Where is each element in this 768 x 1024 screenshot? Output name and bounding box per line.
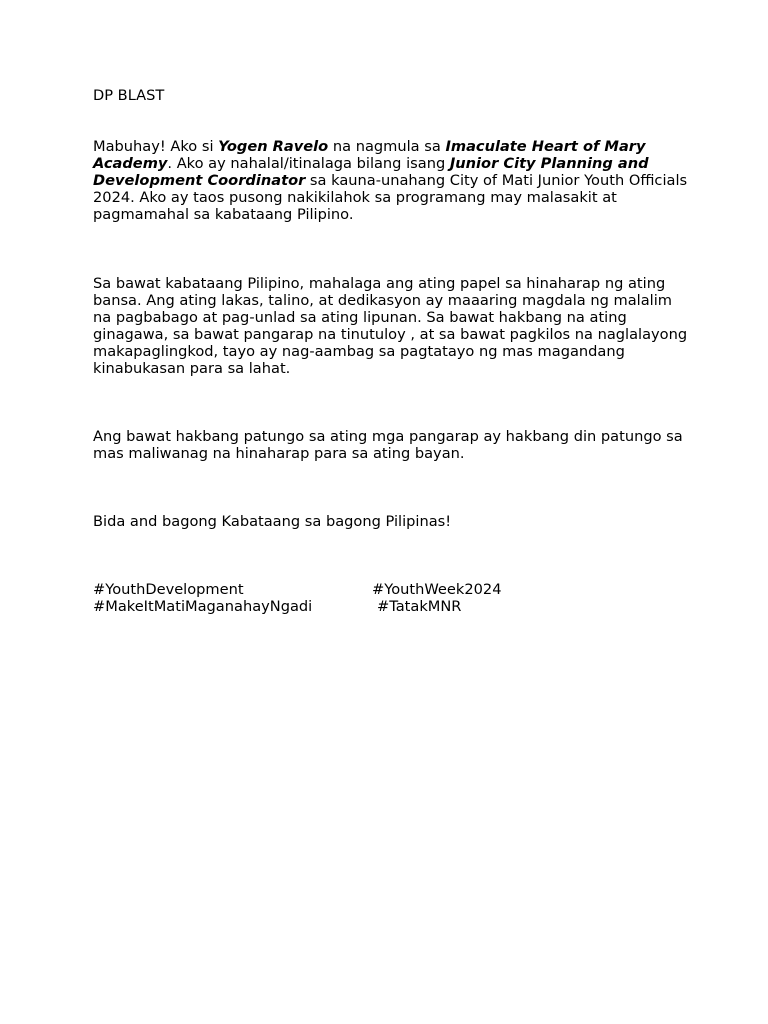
body-paragraph-3: Ang bawat hakbang patungo sa ating mga pangarap ay hakbang din patungo sa mas maliwanag na hinaharap para sa ating bayan. bbox=[93, 428, 683, 462]
hashtag-youth-development: #YouthDevelopment bbox=[93, 581, 244, 598]
hashtag-youth-week: #YouthWeek2024 bbox=[372, 581, 502, 598]
intro-text-1: Mabuhay! Ako si bbox=[93, 138, 219, 155]
intro-text-3: . Ako ay nahalal/itinalaga bilang isang bbox=[167, 155, 450, 172]
hashtag-make-it-mati: #MakeItMatiMaganahayNgadi bbox=[93, 598, 313, 615]
body-paragraph-2: Sa bawat kabataang Pilipino, mahalaga ang ating papel sa hinaharap ng ating bansa. Ang ating lakas, talino, at dedikasyon ay maaaring magdala ng malalim na pagbabago at pag-unlad sa ating lipunan. Sa bawat hakbang na ating ginagawa, sa bawat pangarap na tinutuloy , at sa bawat pagkilos na naglalayong makapaglingkod, tayo ay nag-aambag sa pagtatayo ng mas magandang kinabukasan para sa lahat. bbox=[93, 275, 688, 377]
intro-text-4: sa kauna-unahang City of Mati Junior Youth Officials 2024. Ako ay taos pusong nakikilahok sa programang may malasakit at pagmamahal sa kabataang Pilipino. bbox=[93, 172, 688, 223]
intro-paragraph bbox=[93, 138, 693, 223]
document-title: DP BLAST bbox=[93, 87, 165, 104]
person-name: Yogen Ravelo bbox=[218, 138, 329, 155]
intro-text-2: na nagmula sa bbox=[328, 138, 446, 155]
hashtag-tatak-mnr: #TatakMNR bbox=[377, 598, 462, 615]
school-name: Imaculate Heart of Mary Academy bbox=[93, 138, 646, 172]
tagline-paragraph: Bida and bagong Kabataang sa bagong Pilipinas! bbox=[93, 513, 452, 530]
position-title: Junior City Planning and Development Coordinator bbox=[93, 155, 649, 189]
